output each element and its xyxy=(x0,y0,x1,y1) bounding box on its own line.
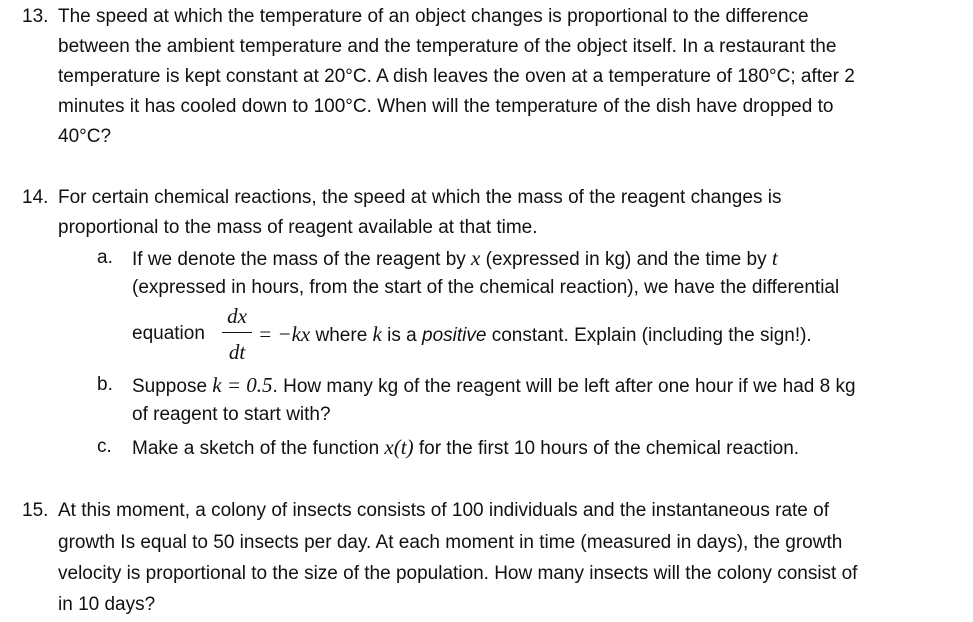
equation-rhs: = −kx xyxy=(258,322,311,346)
problem-text-line: minutes it has cooled down to 100°C. When will the temperature of the dish have dropped to xyxy=(58,96,834,117)
problem-text-line: in 10 days? xyxy=(58,594,156,615)
problem-text-line: velocity is proportional to the size of the population. How many insects will the colony consist of xyxy=(58,563,858,584)
subpart-label: a. xyxy=(97,247,113,268)
problem-text-line: between the ambient temperature and the temperature of the object itself. In a restaurant the xyxy=(58,36,837,57)
fraction-bar xyxy=(222,332,252,333)
problem-text-line: For certain chemical reactions, the speed at which the mass of the reagent changes is xyxy=(58,187,782,208)
math-variable: t xyxy=(771,246,778,270)
subpart-text-line: Make a sketch of the function x(t) for the first 10 hours of the chemical reaction. xyxy=(132,435,800,459)
fraction-numerator: dx xyxy=(227,304,247,328)
problem-text-line: proportional to the mass of reagent available at that time. xyxy=(58,217,538,238)
subpart-text-line: If we denote the mass of the reagent by x (expressed in kg) and the time by t xyxy=(132,246,778,270)
problem-text-line: temperature is kept constant at 20°C. A dish leaves the oven at a temperature of 180°C; after 2 xyxy=(58,66,855,87)
problem-text-line: At this moment, a colony of insects consists of 100 individuals and the instantaneous rate of xyxy=(58,500,829,521)
subpart-text-line: of reagent to start with? xyxy=(132,404,331,425)
subpart-text-line: (expressed in hours, from the start of the chemical reaction), we have the differential xyxy=(132,277,840,298)
subpart-text: equation xyxy=(132,323,205,344)
problem-text-line: 40°C? xyxy=(58,126,112,147)
fraction-denominator: dt xyxy=(228,340,246,364)
problem-number: 13. xyxy=(22,6,49,27)
math-expression: k = 0.5 xyxy=(212,373,273,397)
subpart-label: c. xyxy=(97,436,112,457)
problem-number: 15. xyxy=(22,500,49,521)
subpart-label: b. xyxy=(97,374,113,395)
problem-text-line: The speed at which the temperature of an object changes is proportional to the difference xyxy=(58,6,809,27)
subpart-text-line: Suppose k = 0.5. How many kg of the reagent will be left after one hour if we had 8 kg xyxy=(132,373,856,397)
math-variable: x xyxy=(471,246,481,270)
problem-text-line: growth Is equal to 50 insects per day. At each moment in time (measured in days), the growth xyxy=(58,532,843,553)
subpart-text-line: = −kx where k is a positive constant. Explain (including the sign!). xyxy=(258,322,812,346)
math-variable: k xyxy=(372,322,382,346)
math-expression: x(t) xyxy=(384,435,414,459)
problem-number: 14. xyxy=(22,187,49,208)
